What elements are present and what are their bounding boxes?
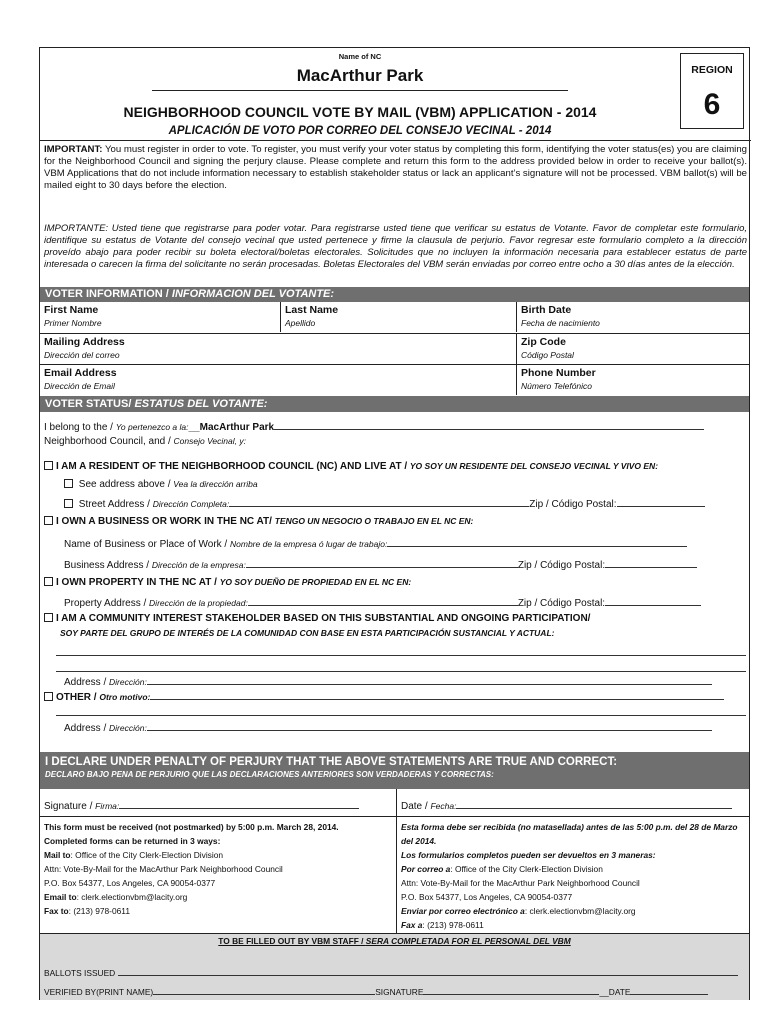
belong-suffix-line <box>44 436 246 447</box>
community-option <box>44 613 590 624</box>
important-text: You must register in order to vote. To register, you must verify your voter status by completing this form, identifying the voter status(es) you are claiming for the Neighborhood Council and signing the perjury clause. Please complete and return this form to the address provided below in order to receive your ballot(s). VBM Applications that do not include information necessary to establish stakeholder status or lack an applicant’s signature will not be processed. VBM ballot(s) will be mailed eight to 30 days before the election. <box>44 144 747 191</box>
zip-code-field[interactable] <box>516 334 749 364</box>
belong-blank[interactable] <box>274 421 704 430</box>
other-blank[interactable] <box>150 691 724 700</box>
other-option <box>44 691 724 703</box>
birth-date-field[interactable] <box>516 302 749 332</box>
email-to-label: Email to <box>44 892 77 902</box>
signature-line <box>44 800 359 812</box>
nc-name: MacArthur Park <box>296 66 424 85</box>
mail-to-value-spanish: : Office of the City Clerk-Election Division <box>450 864 603 874</box>
name-row <box>40 302 749 333</box>
property-zip-blank[interactable] <box>605 597 701 606</box>
email-to-value: : clerk.electionvbm@lacity.org <box>76 892 188 902</box>
business-name-label-spanish: Nombre de la empresa ó lugar de trabajo: <box>230 539 388 549</box>
deadline-text-spanish: Esta forma debe ser recibida (no matasellada) antes de las 5:00 p.m. del 28 de Marzo del 2014. <box>401 822 738 846</box>
signature-label: Signature / <box>44 801 96 812</box>
resident-checkbox[interactable] <box>44 461 53 470</box>
staff-date-label: __DATE <box>599 987 631 997</box>
nc-name-underline <box>152 90 568 91</box>
declaration-title: I DECLARE UNDER PENALTY OF PERJURY THAT THE ABOVE STATEMENTS ARE TRUE AND CORRECT: <box>45 756 618 768</box>
mail-to-line-spanish <box>401 862 747 876</box>
resident-option <box>44 461 658 472</box>
declaration-bar <box>40 752 749 789</box>
last-name-label: Last Name <box>285 304 339 316</box>
street-zip-label: Zip / Código Postal: <box>529 499 617 510</box>
date-line <box>401 800 732 812</box>
see-address-checkbox[interactable] <box>64 479 73 488</box>
other-address-blank[interactable] <box>147 722 712 731</box>
email-address-label: Email Address <box>44 367 117 379</box>
name-of-nc-label: Name of NC <box>338 52 382 61</box>
important-lead: IMPORTANT: <box>44 144 103 155</box>
resident-label: I AM A RESIDENT OF THE NEIGHBORHOOD COUNCIL (NC) AND LIVE AT / <box>56 461 410 472</box>
mail-to-label-spanish: Por correo a <box>401 864 451 874</box>
other-address-label-spanish: Dirección: <box>109 723 147 733</box>
form-title-spanish: APLICACIÓN DE VOTO POR CORREO DEL CONSEJO VECINAL - 2014 <box>168 125 552 137</box>
business-label: I OWN A BUSINESS OR WORK IN THE NC AT/ <box>56 516 275 527</box>
phone-number-field[interactable] <box>516 365 749 395</box>
see-address-label-spanish: Vea la dirección arriba <box>173 479 258 489</box>
staff-signature-blank[interactable] <box>423 986 599 995</box>
last-name-label-spanish: Apellido <box>285 318 316 328</box>
email-address-label-spanish: Dirección de Email <box>44 381 115 391</box>
attn-line: Attn: Vote-By-Mail for the MacArthur Park Neighborhood Council <box>44 864 283 874</box>
instructions-divider <box>396 817 397 933</box>
street-zip-blank[interactable] <box>617 498 705 507</box>
birth-date-label-spanish: Fecha de nacimiento <box>521 318 600 328</box>
community-blank-2[interactable] <box>56 671 746 672</box>
fax-to-label: Fax to <box>44 906 69 916</box>
ballots-issued-blank[interactable] <box>118 967 738 976</box>
business-address-line <box>64 559 697 571</box>
vbm-application-form <box>39 47 750 1000</box>
voter-information-table <box>40 302 749 395</box>
ballots-issued-line <box>44 967 738 978</box>
voter-information-bar <box>40 287 749 302</box>
property-zip-label: Zip / Código Postal: <box>517 598 606 609</box>
voter-information-title-spanish: INFORMACION DEL VOTANTE: <box>171 288 335 300</box>
deadline-text: This form must be received (not postmarked) by 5:00 p.m. March 28, 2014. <box>44 822 339 832</box>
signature-divider <box>396 789 397 817</box>
belong-prefix-spanish: Yo pertenezco a la: <box>115 422 189 432</box>
mailing-address-label-spanish: Dirección del correo <box>44 350 120 360</box>
fax-to-value: : (213) 978-0611 <box>68 906 130 916</box>
po-box-line: P.O. Box 54377, Los Angeles, CA 90054-0377 <box>44 878 216 888</box>
business-address-label-spanish: Dirección de la empresa: <box>151 560 246 570</box>
see-address-label: See address above / <box>78 479 174 490</box>
mailing-address-label: Mailing Address <box>44 336 125 348</box>
staff-date-blank[interactable] <box>630 986 708 995</box>
fax-to-line <box>44 904 389 918</box>
region-label: REGION <box>691 64 733 76</box>
property-label: I OWN PROPERTY IN THE NC AT / <box>56 577 220 588</box>
business-label-spanish: TENGO UN NEGOCIO O TRABAJO EN EL NC EN: <box>274 516 474 526</box>
signature-label-spanish: Firma: <box>95 801 120 811</box>
see-address-option <box>64 479 258 490</box>
fax-to-label-spanish: Fax a <box>401 920 423 930</box>
business-zip-label: Zip / Código Postal: <box>517 560 606 571</box>
business-option <box>44 516 473 527</box>
form-title: NEIGHBORHOOD COUNCIL VOTE BY MAIL (VBM) APPLICATION - 2014 <box>123 104 597 120</box>
region-number: 6 <box>703 88 721 121</box>
property-address-label: Property Address / <box>64 598 150 609</box>
first-name-field[interactable] <box>40 302 280 332</box>
property-address-label-spanish: Dirección de la propiedad: <box>149 598 248 608</box>
email-address-field[interactable] <box>40 365 516 395</box>
voter-status-title: VOTER STATUS/ <box>45 398 135 410</box>
community-address-label-spanish: Dirección: <box>109 677 147 687</box>
verified-by-blank[interactable] <box>153 986 375 995</box>
email-to-label-spanish: Enviar por correo electrónico a <box>401 906 525 916</box>
other-address-line <box>64 722 712 734</box>
business-address-blank[interactable] <box>246 559 518 568</box>
street-address-checkbox[interactable] <box>64 499 73 508</box>
business-address-label: Business Address / <box>64 560 152 571</box>
community-blank-1[interactable] <box>56 655 746 656</box>
zip-code-label: Zip Code <box>521 336 566 348</box>
property-address-line <box>64 597 701 609</box>
other-label-spanish: Otro motivo: <box>99 692 151 702</box>
return-ways-text-spanish: Los formularios completos pueden ser devueltos en 3 maneras: <box>401 850 656 860</box>
other-address-label: Address / <box>64 723 110 734</box>
staff-signature-label: SIGNATURE <box>375 987 424 997</box>
property-checkbox[interactable] <box>44 577 53 586</box>
region-box <box>680 53 744 129</box>
return-instructions-spanish <box>401 820 747 932</box>
return-instructions-english <box>44 820 389 918</box>
last-name-field[interactable] <box>280 302 516 332</box>
first-name-label: First Name <box>44 304 99 316</box>
form-header <box>40 48 751 141</box>
street-address-option <box>64 498 705 510</box>
mail-to-value: : Office of the City Clerk-Election Division <box>70 850 224 860</box>
voter-information-title: VOTER INFORMATION / <box>45 288 172 300</box>
belong-prefix: I belong to the / <box>44 422 116 433</box>
property-option <box>44 577 411 588</box>
po-box-line-spanish: P.O. Box 54377, Los Angeles, CA 90054-0377 <box>401 892 573 902</box>
mail-to-label: Mail to <box>44 850 71 860</box>
email-to-value-spanish: : clerk.electionvbm@lacity.org <box>524 906 636 916</box>
mailing-address-field[interactable] <box>40 334 516 364</box>
verified-by-line <box>44 986 708 997</box>
community-checkbox[interactable] <box>44 613 53 622</box>
other-checkbox[interactable] <box>44 692 53 701</box>
vbm-staff-section <box>40 933 749 1000</box>
street-address-blank[interactable] <box>229 498 529 507</box>
other-label: OTHER / <box>56 692 100 703</box>
birth-date-label: Birth Date <box>521 304 572 316</box>
business-checkbox[interactable] <box>44 516 53 525</box>
email-to-line <box>44 890 389 904</box>
business-name-line <box>64 538 687 550</box>
verified-by-label: VERIFIED BY(PRINT NAME) <box>44 987 154 997</box>
mail-to-line <box>44 848 389 862</box>
community-label-spanish: SOY PARTE DEL GRUPO DE INTERÉS DE LA COMUNIDAD CON BASE EN ESTA PARTICIPACIÓN SUSTANCIAL Y ACTUAL: <box>60 628 555 638</box>
other-blank-2[interactable] <box>56 715 746 716</box>
important-notice-english <box>44 144 747 192</box>
street-address-label: Street Address / <box>78 499 153 510</box>
community-address-blank[interactable] <box>147 676 712 685</box>
staff-title-english: TO BE FILLED OUT BY VBM STAFF / <box>218 936 366 946</box>
first-name-label-spanish: Primer Nombre <box>44 318 102 328</box>
important-notice-spanish: IMPORTANTE: Usted tiene que registrarse para poder votar. Para registrarse usted tiene que verificar su estatus de Votante. Favor de completar este formulario, identifique su estatus de Votante del consejo vecinal que usted pertenece y firme la clausula de perjurio. Favor regresar este formulario completo a la dirección proveído abajo para poder recibir su boleta electoral/boletas electorales. Solicitudes que no incluyen la información necesaria para establecer estatus de parte interesada o carecen la firma del solicitante no serán procesadas. Boletas Electorales del VBM serán enviadas por correo entre ocho a 30 días antes de la elección. <box>44 223 747 270</box>
belong-nc-name[interactable]: __MacArthur Park <box>188 422 275 433</box>
fax-to-line-spanish <box>401 918 747 932</box>
belong-suffix-spanish: Consejo Vecinal, y: <box>173 436 246 446</box>
community-spanish-line <box>60 628 554 639</box>
date-label-spanish: Fecha: <box>430 801 457 811</box>
ballots-issued-label: BALLOTS ISSUED <box>44 968 118 978</box>
community-label: I AM A COMMUNITY INTEREST STAKEHOLDER BASED ON THIS SUBSTANTIAL AND ONGOING PARTICIPATION/ <box>56 613 591 624</box>
business-name-blank[interactable] <box>387 538 687 547</box>
staff-section-title <box>40 936 749 946</box>
business-name-label: Name of Business or Place of Work / <box>64 539 230 550</box>
signature-blank[interactable] <box>119 800 359 809</box>
community-address-label: Address / <box>64 677 110 688</box>
community-address-line <box>64 676 712 688</box>
business-zip-blank[interactable] <box>605 559 697 568</box>
voter-status-bar <box>40 396 749 412</box>
voter-status-title-spanish: ESTATUS DEL VOTANTE: <box>134 398 268 410</box>
phone-number-label: Phone Number <box>521 367 596 379</box>
mailing-row <box>40 333 749 364</box>
zip-code-label-spanish: Código Postal <box>521 350 574 360</box>
declaration-title-spanish: DECLARO BAJO PENA DE PERJURIO QUE LAS DECLARACIONES ANTERIORES SON VERDADERAS Y CORRECTAS: <box>45 770 494 779</box>
contact-row <box>40 364 749 395</box>
attn-line-spanish: Attn: Vote-By-Mail for the MacArthur Park Neighborhood Council <box>401 878 640 888</box>
staff-title-spanish: SERA COMPLETADA FOR EL PERSONAL DEL VBM <box>365 936 571 946</box>
phone-number-label-spanish: Número Telefónico <box>521 381 593 391</box>
email-to-line-spanish <box>401 904 747 918</box>
signature-row <box>40 789 749 817</box>
property-address-blank[interactable] <box>248 597 518 606</box>
belong-line <box>44 421 704 433</box>
street-address-label-spanish: Dirección Completa: <box>152 499 230 509</box>
belong-suffix: Neighborhood Council, and / <box>44 436 174 447</box>
property-label-spanish: YO SOY DUEÑO DE PROPIEDAD EN EL NC EN: <box>219 577 412 587</box>
resident-label-spanish: YO SOY UN RESIDENTE DEL CONSEJO VECINAL Y VIVO EN: <box>409 461 659 471</box>
date-blank[interactable] <box>456 800 732 809</box>
date-label: Date / <box>401 801 431 812</box>
fax-to-value-spanish: : (213) 978-0611 <box>422 920 484 930</box>
return-ways-text: Completed forms can be returned in 3 ways: <box>44 836 221 846</box>
